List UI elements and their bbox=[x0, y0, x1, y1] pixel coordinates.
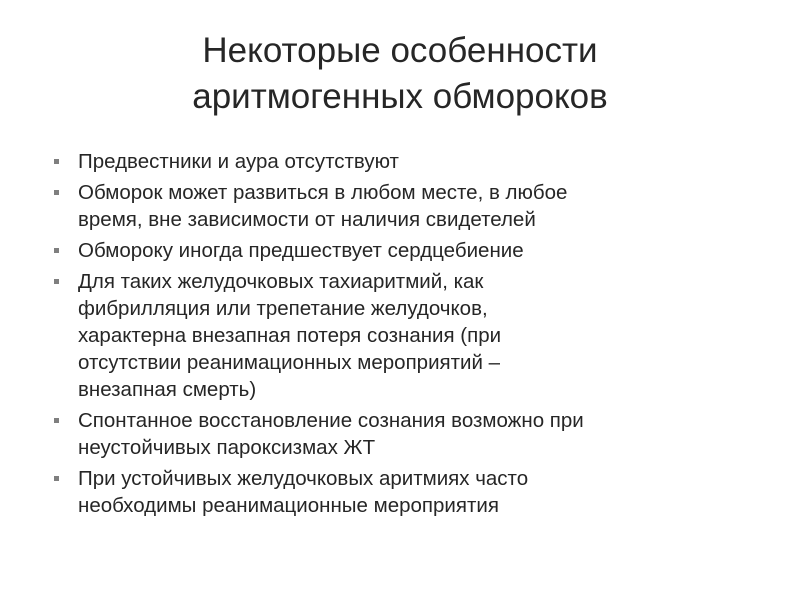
bullet-list bbox=[50, 148, 770, 523]
bullet-text-line: Спонтанное восстановление сознания возможно при bbox=[78, 409, 584, 432]
bullet-text-line: Обморок может развиться в любом месте, в любое bbox=[78, 181, 568, 204]
square-bullet-icon bbox=[54, 248, 59, 253]
square-bullet-icon bbox=[54, 190, 59, 195]
bullet-item bbox=[50, 407, 770, 461]
bullet-text-line: необходимы реанимационные мероприятия bbox=[78, 494, 499, 517]
bullet-item bbox=[50, 237, 770, 264]
bullet-item bbox=[50, 148, 770, 175]
bullet-item bbox=[50, 465, 770, 519]
square-bullet-icon bbox=[54, 418, 59, 423]
square-bullet-icon bbox=[54, 476, 59, 481]
bullet-text-line: фибрилляция или трепетание желудочков, bbox=[78, 297, 488, 320]
bullet-text-line: внезапная смерть) bbox=[78, 378, 257, 401]
square-bullet-icon bbox=[54, 279, 59, 284]
bullet-text-line: время, вне зависимости от наличия свидетелей bbox=[78, 208, 536, 231]
square-bullet-icon bbox=[54, 159, 59, 164]
bullet-item bbox=[50, 268, 770, 403]
bullet-text-line: неустойчивых пароксизмах ЖТ bbox=[78, 436, 376, 459]
bullet-text-line: отсутствии реанимационных мероприятий – bbox=[78, 351, 501, 374]
slide-title-line: аритмогенных обмороков bbox=[192, 77, 608, 116]
bullet-text-line: Предвестники и аура отсутствуют bbox=[78, 150, 399, 173]
bullet-text-line: Для таких желудочковых тахиаритмий, как bbox=[78, 270, 484, 293]
bullet-text-line: При устойчивых желудочковых аритмиях часто bbox=[78, 467, 529, 490]
bullet-item bbox=[50, 179, 770, 233]
slide-title-line: Некоторые особенности bbox=[202, 31, 598, 70]
bullet-text-line: характерна внезапная потеря сознания (при bbox=[78, 324, 502, 347]
bullet-text-line: Обмороку иногда предшествует сердцебиение bbox=[78, 239, 524, 262]
slide-title bbox=[40, 28, 760, 120]
